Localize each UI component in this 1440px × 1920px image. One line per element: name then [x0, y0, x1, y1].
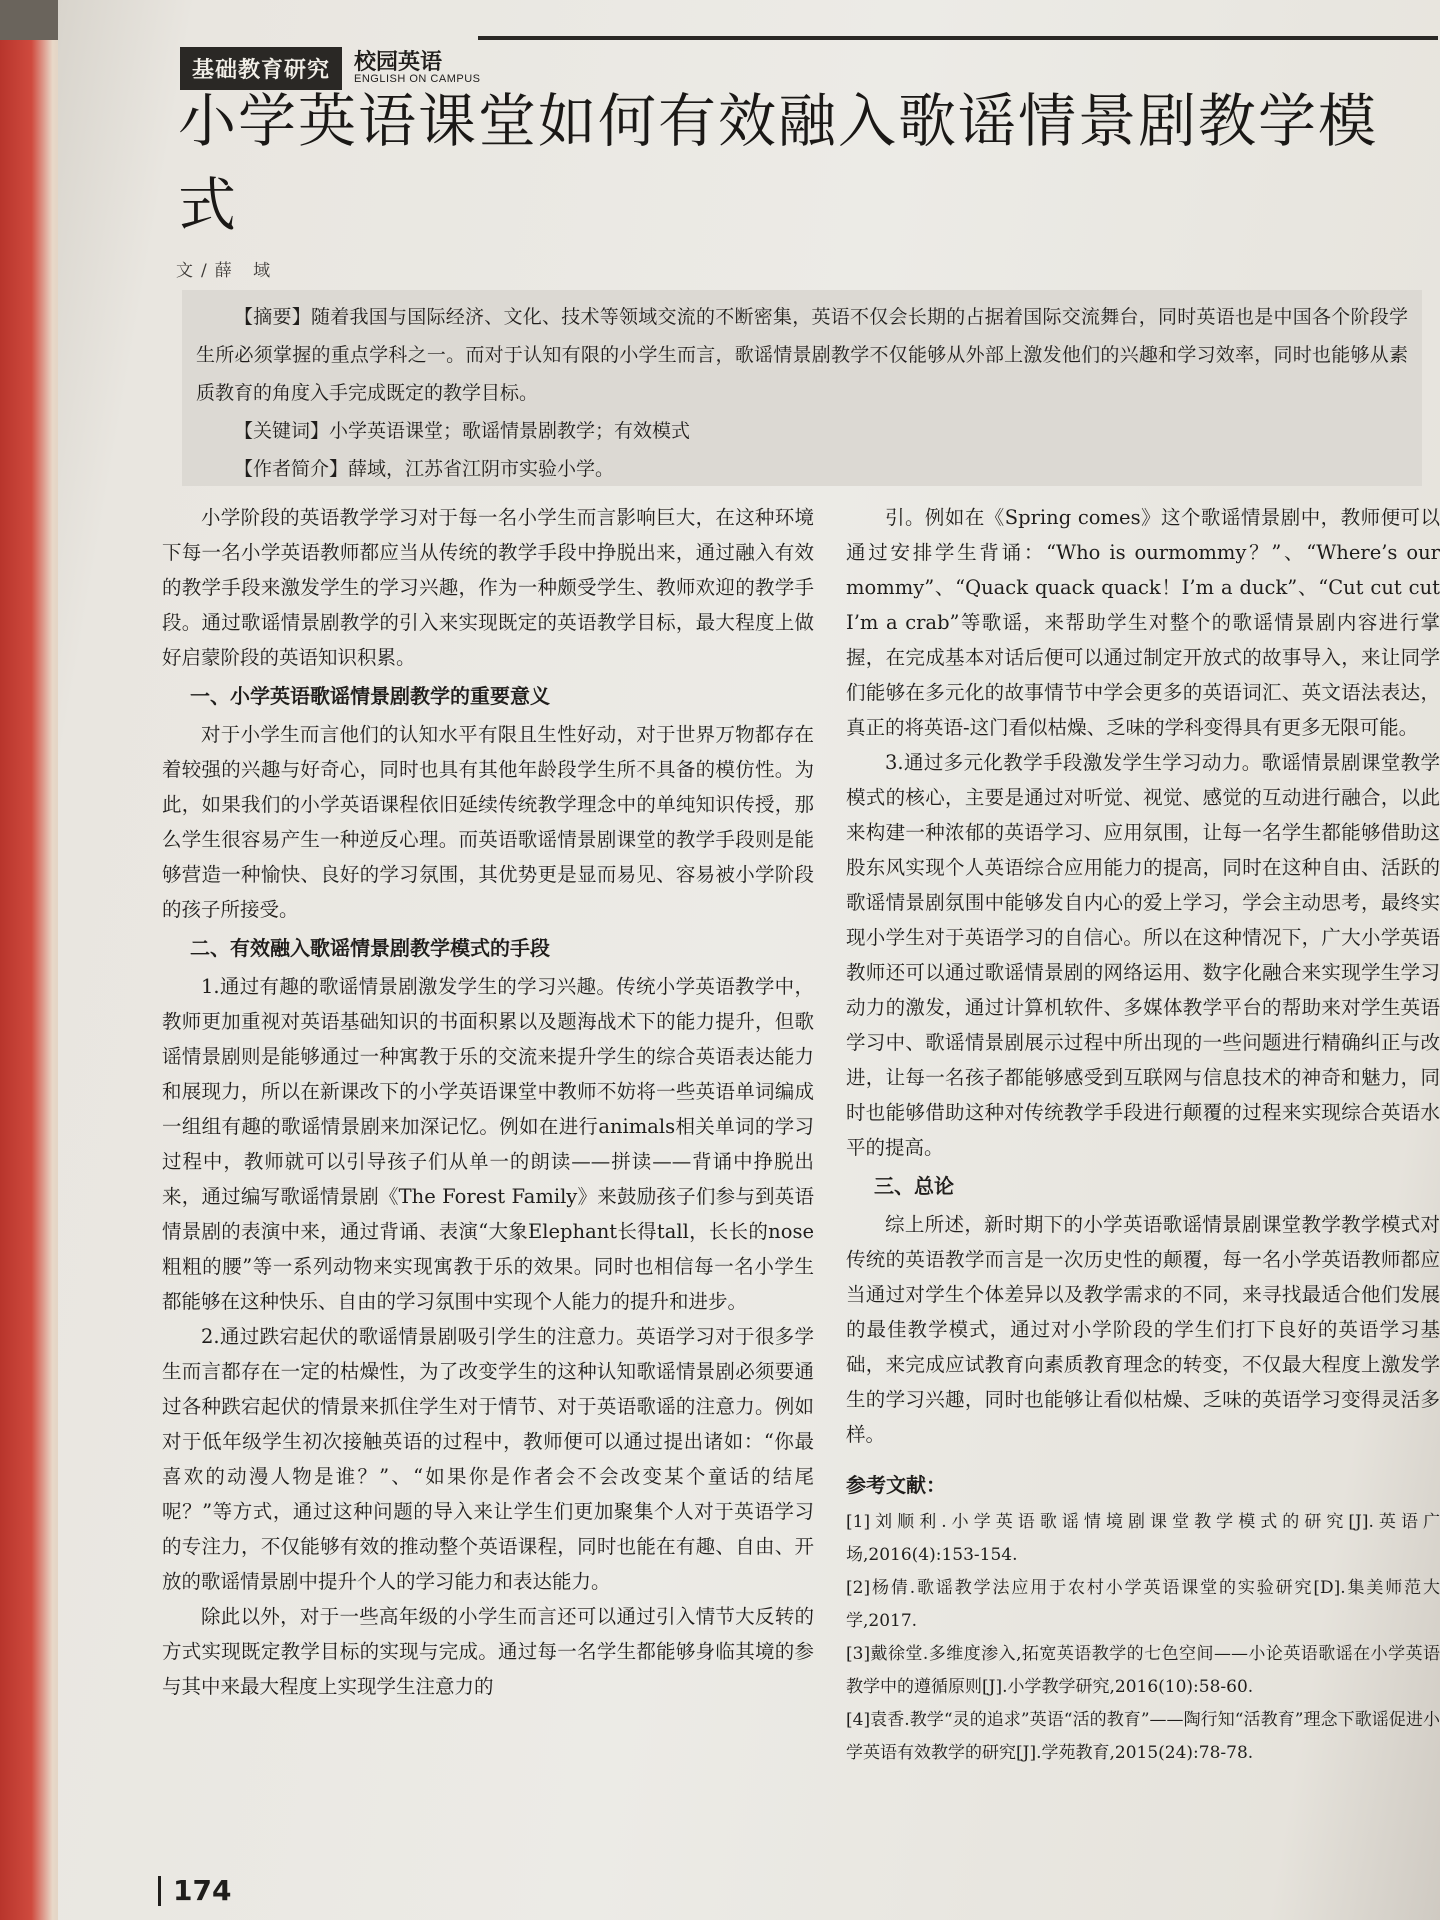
right-column	[846, 500, 1440, 1770]
paragraph: 综上所述，新时期下的小学英语歌谣情景剧课堂教学教学模式对传统的英语教学而言是一次历史性的颠覆，每一名小学英语教师都应当通过对学生个体差异以及教学需求的不同，来寻找最适合他们发展的最佳教学模式，通过对小学阶段的学生们打下良好的英语学习基础，来完成应试教育向素质教育理念的转变，不仅最大程度上激发学生的学习兴趣，同时也能够让看似枯燥、乏味的英语学习变得灵活多样。	[846, 1213, 1440, 1446]
column-name-cn: 校园英语	[354, 49, 443, 75]
references-heading: 参考文献：	[846, 1473, 946, 1497]
abstract-author-bio: 【作者简介】薛域，江苏省江阴市实验小学。	[234, 458, 615, 480]
abstract-keywords: 【关键词】小学英语课堂；歌谣情景剧教学；有效模式	[234, 420, 691, 442]
paragraph: 除此以外，对于一些高年级的小学生而言还可以通过引入情节大反转的方式实现既定教学目标的实现与完成。通过每一名学生都能够身临其境的参与其中来最大程度上实现学生注意力的	[162, 1605, 814, 1698]
column-name-en: ENGLISH ON CAMPUS	[354, 72, 481, 85]
page-number: 174	[158, 1876, 231, 1906]
section-heading-2: 二、有效融入歌谣情景剧教学模式的手段	[190, 936, 550, 960]
paragraph: 引。例如在《Spring comes》这个歌谣情景剧中，教师便可以通过安排学生背诵：“Who is ourmommy？”、“Where’s our mommy”、“Quack quack quack！I’m a duck”、“Cut cut cut I’m a crab”等歌谣，来帮助学生对整个的歌谣情景剧内容进行掌握，在完成基本对话后便可以通过制定开放式的故事导入，来让同学们能够在多元化的故事情节中学会更多的英语词汇、英文语法表达，真正的将英语-这门看似枯燥、乏味的学科变得具有更多无限可能。	[846, 506, 1440, 739]
section-heading-3: 三、总论	[874, 1174, 954, 1198]
section-heading-1: 一、小学英语歌谣情景剧教学的重要意义	[190, 684, 550, 708]
magazine-page	[58, 0, 1440, 1920]
paragraph: 1.通过有趣的歌谣情景剧激发学生的学习兴趣。传统小学英语教学中，教师更加重视对英语基础知识的书面积累以及题海战术下的能力提升，但歌谣情景剧则是能够通过一种寓教于乐的交流来提升学生的综合英语表达能力和展现力，所以在新课改下的小学英语课堂中教师不妨将一些英语单词编成一组组有趣的歌谣情景剧来加深记忆。例如在进行animals相关单词的学习过程中，教师就可以引导孩子们从单一的朗读——拼读——背诵中挣脱出来，通过编写歌谣情景剧《The Forest Family》来鼓励孩子们参与到英语情景剧的表演中来，通过背诵、表演“大象Elephant长得tall，长长的nose粗粗的腰”等一系列动物来实现寓教于乐的效果。同时也相信每一名小学生都能够在这种快乐、自由的学习氛围中实现个人能力的提升和进步。	[162, 975, 814, 1313]
paragraph: 2.通过跌宕起伏的歌谣情景剧吸引学生的注意力。英语学习对于很多学生而言都存在一定的枯燥性，为了改变学生的这种认知歌谣情景剧必须要通过各种跌宕起伏的情景来抓住学生对于情节、对于英语歌谣的注意力。例如对于低年级学生初次接触英语的过程中，教师便可以通过提出诸如：“你最喜欢的动漫人物是谁？”、“如果你是作者会不会改变某个童话的结尾呢？”等方式，通过这种问题的导入来让学生们更加聚集个人对于英语学习的专注力，不仅能够有效的推动整个英语课程，同时也能在有趣、自由、开放的歌谣情景剧中提升个人的学习能力和表达能力。	[162, 1325, 814, 1593]
abstract-box	[182, 290, 1422, 486]
reference-item: [2]杨倩.歌谣教学法应用于农村小学英语课堂的实验研究[D].集美师范大学,2017.	[846, 1578, 1440, 1631]
references-list	[846, 1506, 1440, 1770]
reference-item: [1]刘顺利.小学英语歌谣情境剧课堂教学模式的研究[J].英语广场,2016(4):153-154.	[846, 1512, 1440, 1565]
abstract-summary: 【摘要】随着我国与国际经济、文化、技术等领域交流的不断密集，英语不仅会长期的占据着国际交流舞台，同时英语也是中国各个阶段学生所必须掌握的重点学科之一。而对于认知有限的小学生而言，歌谣情景剧教学不仅能够从外部上激发他们的兴趣和学习效率，同时也能够从素质教育的角度入手完成既定的教学目标。	[196, 306, 1408, 404]
left-column	[162, 500, 814, 1704]
paragraph: 3.通过多元化教学手段激发学生学习动力。歌谣情景剧课堂教学模式的核心，主要是通过对听觉、视觉、感觉的互动进行融合，以此来构建一种浓郁的英语学习、应用氛围，让每一名学生都能够借助这股东风实现个人英语综合应用能力的提高，同时在这种自由、活跃的歌谣情景剧氛围中能够发自内心的爱上学习，学会主动思考，最终实现小学生对于英语学习的自信心。所以在这种情况下，广大小学英语教师还可以通过歌谣情景剧的网络运用、数字化融合来实现学生学习动力的激发，通过计算机软件、多媒体教学平台的帮助来对学生英语学习中、歌谣情景剧展示过程中所出现的一些问题进行精确纠正与改进，让每一名孩子都能够感受到互联网与信息技术的神奇和魅力，同时也能够借助这种对传统教学手段进行颠覆的过程来实现综合英语水平的提高。	[846, 751, 1440, 1159]
article-author: 文/薛 域	[176, 261, 279, 281]
intro-paragraph: 小学阶段的英语教学学习对于每一名小学生而言影响巨大，在这种环境下每一名小学英语教师都应当从传统的教学手段中挣脱出来，通过融入有效的教学手段来激发学生的学习兴趣，作为一种颇受学生、教师欢迎的教学手段。通过歌谣情景剧教学的引入来实现既定的英语教学目标，最大程度上做好启蒙阶段的英语知识积累。	[162, 506, 814, 669]
paragraph: 对于小学生而言他们的认知水平有限且生性好动，对于世界万物都存在着较强的兴趣与好奇心，同时也具有其他年龄段学生所不具备的模仿性。为此，如果我们的小学英语课程依旧延续传统教学理念中的单纯知识传授，那么学生很容易产生一种逆反心理。而英语歌谣情景剧课堂的教学手段则是能够营造一种愉快、良好的学习氛围，其优势更是显而易见、容易被小学阶段的孩子所接受。	[162, 723, 814, 921]
reference-item: [4]袁香.教学“灵的追求”英语“活的教育”——陶行知“活教育”理念下歌谣促进小学英语有效教学的研究[J].学苑教育,2015(24):78-78.	[846, 1710, 1440, 1763]
reference-item: [3]戴徐堂.多维度渗入,拓宽英语教学的七色空间——小论英语歌谣在小学英语教学中的遵循原则[J].小学教学研究,2016(10):58-60.	[846, 1644, 1440, 1697]
article-title: 小学英语课堂如何有效融入歌谣情景剧教学模式	[178, 87, 1379, 239]
masthead-rule	[478, 36, 1438, 40]
section-badge: 基础教育研究	[180, 47, 342, 90]
